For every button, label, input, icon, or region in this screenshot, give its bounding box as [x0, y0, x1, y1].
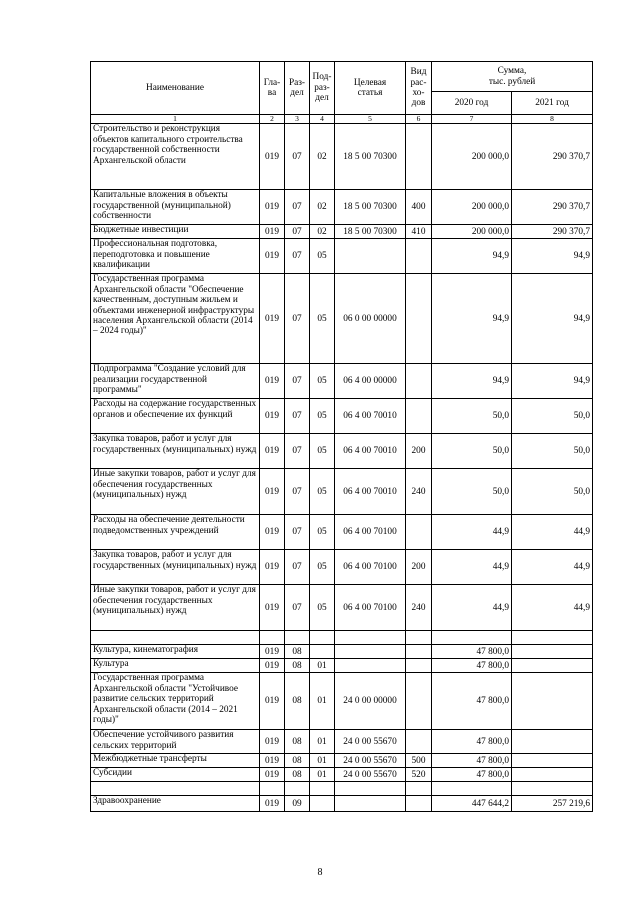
cell-tselevaya: 24 0 00 55670 [335, 730, 406, 754]
cell-glava [260, 782, 285, 796]
cell-vid [406, 782, 432, 796]
cell-sum2020: 94,9 [432, 274, 512, 364]
cell-podrazdel [310, 631, 335, 645]
cell-sum2021: 50,0 [512, 469, 593, 515]
cell-tselevaya: 06 4 00 70100 [335, 550, 406, 585]
cell-glava: 019 [260, 659, 285, 673]
cell-glava: 019 [260, 364, 285, 399]
cell-vid: 240 [406, 469, 432, 515]
table-row [91, 673, 593, 730]
cell-glava: 019 [260, 239, 285, 274]
cell-tselevaya: 06 4 00 00000 [335, 364, 406, 399]
cell-podrazdel: 05 [310, 274, 335, 364]
header-podrazdel: Под- раз- дел [310, 62, 335, 115]
cell-name: Закупка товаров, работ и услуг для государственных (муниципальных) нужд [91, 434, 260, 469]
header-razdel: Раз- дел [285, 62, 310, 115]
column-index: 5 [335, 115, 406, 124]
cell-sum2020: 50,0 [432, 434, 512, 469]
cell-vid [406, 673, 432, 730]
cell-razdel [285, 782, 310, 796]
cell-tselevaya: 24 0 00 55670 [335, 754, 406, 768]
cell-razdel: 07 [285, 364, 310, 399]
cell-sum2021: 50,0 [512, 399, 593, 434]
column-index-row [91, 115, 593, 124]
cell-glava [260, 631, 285, 645]
cell-sum2021: 44,9 [512, 585, 593, 631]
cell-podrazdel: 01 [310, 730, 335, 754]
table-row [91, 239, 593, 274]
column-index: 4 [310, 115, 335, 124]
cell-sum2021 [512, 659, 593, 673]
cell-glava: 019 [260, 469, 285, 515]
cell-sum2021: 94,9 [512, 274, 593, 364]
cell-tselevaya [335, 659, 406, 673]
page-number: 8 [317, 867, 323, 878]
cell-sum2020: 200 000,0 [432, 124, 512, 190]
cell-sum2020: 50,0 [432, 469, 512, 515]
column-index: 1 [91, 115, 260, 124]
cell-tselevaya: 06 4 00 70010 [335, 399, 406, 434]
cell-podrazdel: 05 [310, 550, 335, 585]
table-row [91, 225, 593, 239]
header-summa: Сумма, тыс. рублей [432, 62, 593, 92]
cell-vid: 200 [406, 434, 432, 469]
cell-razdel: 07 [285, 225, 310, 239]
cell-razdel: 07 [285, 399, 310, 434]
cell-tselevaya [335, 645, 406, 659]
cell-podrazdel [310, 645, 335, 659]
cell-podrazdel: 02 [310, 190, 335, 225]
cell-sum2020: 50,0 [432, 399, 512, 434]
cell-podrazdel: 05 [310, 399, 335, 434]
header-year-2021: 2021 год [512, 92, 593, 115]
cell-tselevaya: 06 4 00 70100 [335, 515, 406, 550]
cell-podrazdel: 05 [310, 364, 335, 399]
cell-glava: 019 [260, 645, 285, 659]
cell-razdel: 07 [285, 434, 310, 469]
cell-vid [406, 631, 432, 645]
cell-glava: 019 [260, 550, 285, 585]
cell-sum2021: 50,0 [512, 434, 593, 469]
cell-glava: 019 [260, 768, 285, 782]
cell-tselevaya [335, 796, 406, 812]
cell-name [91, 631, 260, 645]
cell-name: Иные закупки товаров, работ и услуг для обеспечения государственных (муниципальных) нужд [91, 469, 260, 515]
cell-razdel: 07 [285, 515, 310, 550]
cell-podrazdel [310, 796, 335, 812]
cell-glava: 019 [260, 673, 285, 730]
cell-tselevaya: 18 5 00 70300 [335, 124, 406, 190]
cell-tselevaya: 24 0 00 55670 [335, 768, 406, 782]
cell-sum2020: 47 800,0 [432, 673, 512, 730]
cell-glava: 019 [260, 225, 285, 239]
cell-sum2020: 44,9 [432, 515, 512, 550]
cell-name: Профессиональная подготовка, переподготовка и повышение квалификации [91, 239, 260, 274]
cell-podrazdel: 05 [310, 239, 335, 274]
cell-razdel: 07 [285, 124, 310, 190]
cell-vid: 500 [406, 754, 432, 768]
cell-vid [406, 239, 432, 274]
table-row [91, 550, 593, 585]
cell-sum2021: 290 370,7 [512, 124, 593, 190]
cell-tselevaya: 06 4 00 70010 [335, 469, 406, 515]
cell-razdel: 08 [285, 645, 310, 659]
cell-vid [406, 645, 432, 659]
table-row [91, 585, 593, 631]
table-row [91, 645, 593, 659]
cell-name: Иные закупки товаров, работ и услуг для обеспечения государственных (муниципальных) нужд [91, 585, 260, 631]
cell-razdel: 08 [285, 754, 310, 768]
cell-tselevaya [335, 239, 406, 274]
cell-glava: 019 [260, 124, 285, 190]
cell-name: Государственная программа Архангельской области "Обеспечение качественным, доступным жильем и объектами инженерной инфраструктуры населения Архангельской области (2014 – 2024 годы)" [91, 274, 260, 364]
cell-podrazdel: 01 [310, 673, 335, 730]
cell-tselevaya: 06 0 00 00000 [335, 274, 406, 364]
cell-tselevaya: 18 5 00 70300 [335, 225, 406, 239]
cell-razdel: 08 [285, 673, 310, 730]
cell-name: Здравоохранение [91, 796, 260, 812]
cell-name: Закупка товаров, работ и услуг для государственных (муниципальных) нужд [91, 550, 260, 585]
column-index: 7 [432, 115, 512, 124]
cell-sum2020 [432, 782, 512, 796]
cell-sum2020: 44,9 [432, 585, 512, 631]
table-row [91, 399, 593, 434]
cell-razdel: 07 [285, 239, 310, 274]
cell-sum2021: 44,9 [512, 550, 593, 585]
cell-sum2021: 94,9 [512, 239, 593, 274]
cell-razdel: 09 [285, 796, 310, 812]
cell-podrazdel: 05 [310, 434, 335, 469]
cell-name: Культура [91, 659, 260, 673]
table-row [91, 796, 593, 812]
cell-glava: 019 [260, 730, 285, 754]
cell-sum2021 [512, 782, 593, 796]
cell-razdel: 07 [285, 585, 310, 631]
cell-name: Обеспечение устойчивого развития сельских территорий [91, 730, 260, 754]
cell-sum2021 [512, 645, 593, 659]
cell-name: Строительство и реконструкция объектов капитального строительства государственной собственности Архангельской области [91, 124, 260, 190]
cell-sum2020: 47 800,0 [432, 645, 512, 659]
cell-tselevaya [335, 631, 406, 645]
cell-podrazdel: 05 [310, 585, 335, 631]
header-tselevaya: Целевая статья [335, 62, 406, 115]
cell-glava: 019 [260, 515, 285, 550]
cell-podrazdel: 02 [310, 124, 335, 190]
cell-sum2020: 447 644,2 [432, 796, 512, 812]
cell-glava: 019 [260, 754, 285, 768]
cell-name: Капитальные вложения в объекты государственной (муниципальной) собственности [91, 190, 260, 225]
cell-sum2021: 290 370,7 [512, 190, 593, 225]
cell-vid [406, 364, 432, 399]
cell-sum2021 [512, 730, 593, 754]
cell-razdel: 07 [285, 190, 310, 225]
table-row [91, 631, 593, 645]
column-index: 2 [260, 115, 285, 124]
cell-tselevaya: 24 0 00 00000 [335, 673, 406, 730]
cell-name: Расходы на содержание государственных органов и обеспечение их функций [91, 399, 260, 434]
budget-table [90, 61, 593, 812]
cell-podrazdel: 01 [310, 659, 335, 673]
cell-name: Расходы на обеспечение деятельности подведомственных учреждений [91, 515, 260, 550]
cell-sum2020: 200 000,0 [432, 225, 512, 239]
cell-sum2021: 257 219,6 [512, 796, 593, 812]
cell-tselevaya: 06 4 00 70100 [335, 585, 406, 631]
cell-sum2020: 200 000,0 [432, 190, 512, 225]
cell-vid: 410 [406, 225, 432, 239]
column-index: 6 [406, 115, 432, 124]
table-row [91, 274, 593, 364]
table-row [91, 364, 593, 399]
cell-name: Субсидии [91, 768, 260, 782]
header-name: Наименование [91, 62, 260, 115]
table-row [91, 190, 593, 225]
column-index: 8 [512, 115, 593, 124]
cell-sum2020 [432, 631, 512, 645]
cell-podrazdel [310, 782, 335, 796]
cell-glava: 019 [260, 274, 285, 364]
cell-razdel: 08 [285, 659, 310, 673]
cell-sum2020: 94,9 [432, 364, 512, 399]
cell-sum2021: 44,9 [512, 515, 593, 550]
cell-podrazdel: 01 [310, 768, 335, 782]
cell-glava: 019 [260, 399, 285, 434]
cell-sum2021 [512, 631, 593, 645]
cell-vid: 240 [406, 585, 432, 631]
cell-name: Подпрограмма "Создание условий для реализации государственной программы" [91, 364, 260, 399]
table-row [91, 434, 593, 469]
cell-vid [406, 274, 432, 364]
cell-name [91, 782, 260, 796]
cell-sum2020: 47 800,0 [432, 768, 512, 782]
cell-razdel: 08 [285, 768, 310, 782]
cell-vid: 400 [406, 190, 432, 225]
table-row [91, 659, 593, 673]
cell-podrazdel: 05 [310, 515, 335, 550]
cell-podrazdel: 05 [310, 469, 335, 515]
cell-vid [406, 399, 432, 434]
cell-sum2021 [512, 673, 593, 730]
cell-sum2020: 94,9 [432, 239, 512, 274]
cell-sum2020: 47 800,0 [432, 754, 512, 768]
table-row [91, 515, 593, 550]
table-row [91, 469, 593, 515]
cell-vid [406, 659, 432, 673]
cell-glava: 019 [260, 796, 285, 812]
cell-name: Бюджетные инвестиции [91, 225, 260, 239]
cell-razdel: 07 [285, 550, 310, 585]
cell-razdel: 07 [285, 274, 310, 364]
cell-sum2020: 44,9 [432, 550, 512, 585]
cell-sum2021 [512, 754, 593, 768]
cell-sum2021: 290 370,7 [512, 225, 593, 239]
header-glava: Гла- ва [260, 62, 285, 115]
table-row [91, 124, 593, 190]
table-row [91, 782, 593, 796]
cell-vid [406, 730, 432, 754]
cell-razdel: 07 [285, 469, 310, 515]
cell-tselevaya: 18 5 00 70300 [335, 190, 406, 225]
cell-glava: 019 [260, 190, 285, 225]
header-year-2020: 2020 год [432, 92, 512, 115]
cell-sum2021: 94,9 [512, 364, 593, 399]
cell-podrazdel: 02 [310, 225, 335, 239]
cell-glava: 019 [260, 585, 285, 631]
cell-name: Государственная программа Архангельской области "Устойчивое развитие сельских территорий Архангельской области (2014 – 2021 годы)" [91, 673, 260, 730]
cell-tselevaya: 06 4 00 70010 [335, 434, 406, 469]
cell-vid: 200 [406, 550, 432, 585]
cell-tselevaya [335, 782, 406, 796]
cell-name: Культура, кинематография [91, 645, 260, 659]
cell-vid [406, 515, 432, 550]
table-row [91, 730, 593, 754]
cell-sum2021 [512, 768, 593, 782]
cell-razdel [285, 631, 310, 645]
cell-razdel: 08 [285, 730, 310, 754]
cell-vid: 520 [406, 768, 432, 782]
table-row [91, 754, 593, 768]
cell-sum2020: 47 800,0 [432, 659, 512, 673]
cell-glava: 019 [260, 434, 285, 469]
cell-vid [406, 124, 432, 190]
cell-sum2020: 47 800,0 [432, 730, 512, 754]
column-index: 3 [285, 115, 310, 124]
cell-vid [406, 796, 432, 812]
cell-podrazdel: 01 [310, 754, 335, 768]
header-vid: Вид рас- хо- дов [406, 62, 432, 115]
table-row [91, 768, 593, 782]
cell-name: Межбюджетные трансферты [91, 754, 260, 768]
